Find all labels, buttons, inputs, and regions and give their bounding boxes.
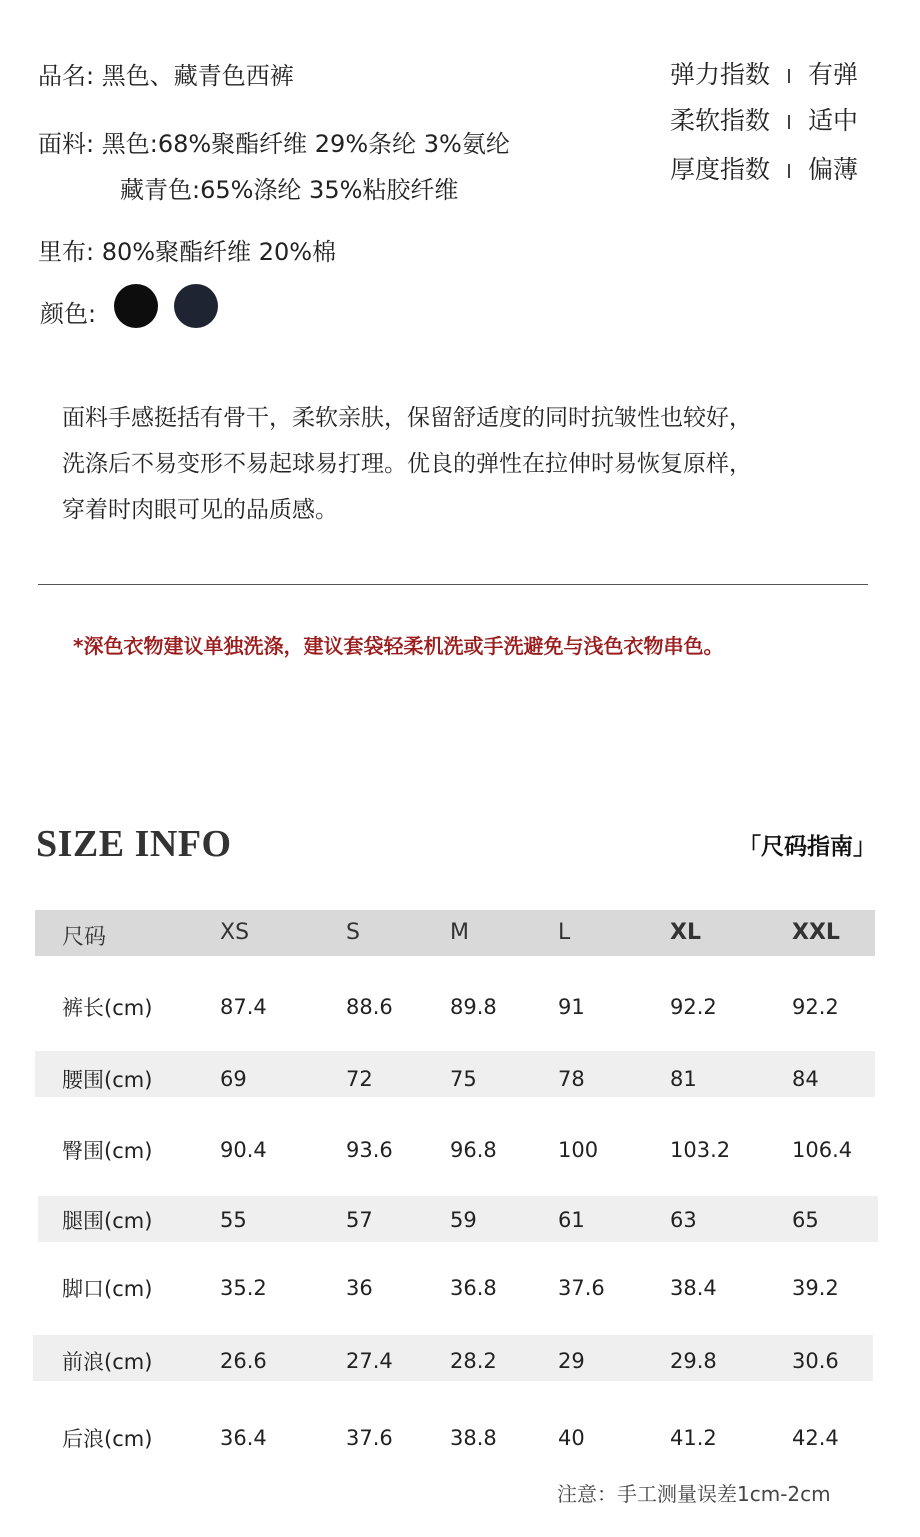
table-row-label: 前浪(cm) [62,1350,153,1374]
index-row-elasticity [670,55,858,91]
table-cell: 93.6 [346,1138,393,1162]
fabric-line-1: 黑色:68%聚酯纤维 29%条纶 3%氨纶 [101,130,510,158]
table-cell: 90.4 [220,1138,267,1162]
table-cell: 78 [558,1067,585,1091]
index-row-softness [670,101,858,137]
table-cell: 88.6 [346,995,393,1019]
fabric-label: 面料: [38,130,95,158]
table-cell: 65 [792,1208,819,1232]
table-cell: 69 [220,1067,247,1091]
index-separator [788,115,790,129]
table-header-cell: S [346,920,360,945]
table-cell: 40 [558,1426,585,1450]
table-cell: 38.4 [670,1276,717,1300]
fabric-row [38,124,510,159]
index-value: 偏薄 [808,155,859,184]
index-separator [788,164,790,178]
table-cell: 37.6 [558,1276,605,1300]
table-cell: 72 [346,1067,373,1091]
table-cell: 38.8 [450,1426,497,1450]
index-separator [788,69,790,83]
table-cell: 59 [450,1208,477,1232]
table-cell: 35.2 [220,1276,267,1300]
table-cell: 91 [558,995,585,1019]
product-name-value: 黑色、藏青色西裤 [101,62,294,90]
index-value: 有弹 [808,60,859,89]
index-label: 柔软指数 [670,106,771,135]
size-guide-label: 「尺码指南」 [738,834,876,860]
fabric-description [62,395,882,533]
table-cell: 29.8 [670,1349,717,1373]
table-cell: 81 [670,1067,697,1091]
table-cell: 28.2 [450,1349,497,1373]
table-cell: 41.2 [670,1426,717,1450]
table-header-cell: M [450,920,469,945]
lining-row [38,232,336,267]
table-cell: 84 [792,1067,819,1091]
table-header-size: 尺码 [62,925,107,950]
lining-label: 里布: [38,238,95,266]
table-cell: 26.6 [220,1349,267,1373]
table-cell: 103.2 [670,1138,731,1162]
table-cell: 36 [346,1276,373,1300]
table-cell: 37.6 [346,1426,393,1450]
table-row-label: 腰围(cm) [62,1068,153,1092]
table-header-cell: XS [220,920,250,945]
table-cell: 55 [220,1208,247,1232]
table-cell: 61 [558,1208,585,1232]
color-swatch-navy [174,284,218,328]
index-row-thickness [670,150,858,186]
table-cell: 27.4 [346,1349,393,1373]
index-label: 厚度指数 [670,155,771,184]
index-label: 弹力指数 [670,60,771,89]
table-header-cell: XXL [792,920,840,945]
table-cell: 89.8 [450,995,497,1019]
description-line: 洗涤后不易变形不易起球易打理。优良的弹性在拉伸时易恢复原样， [62,451,752,477]
table-cell: 36.8 [450,1276,497,1300]
table-header-cell: XL [670,920,701,945]
section-divider [38,584,868,585]
table-row-label: 腿围(cm) [62,1209,153,1233]
product-name-label: 品名: [38,62,95,90]
table-cell: 87.4 [220,995,267,1019]
table-cell: 57 [346,1208,373,1232]
table-header-cell: L [558,920,571,945]
table-cell: 39.2 [792,1276,839,1300]
table-row-label: 裤长(cm) [62,996,153,1020]
description-line: 穿着时肉眼可见的品质感。 [62,497,338,523]
color-label: 颜色: [40,300,97,328]
product-name-row [38,56,294,91]
table-cell: 96.8 [450,1138,497,1162]
lining-value: 80%聚酯纤维 20%棉 [101,238,337,266]
table-cell: 75 [450,1067,477,1091]
size-info-title: SIZE INFO [36,823,232,865]
table-row-label: 后浪(cm) [62,1427,153,1451]
description-line: 面料手感挺括有骨干，柔软亲肤，保留舒适度的同时抗皱性也较好， [62,405,752,431]
table-cell: 36.4 [220,1426,267,1450]
table-cell: 92.2 [792,995,839,1019]
table-cell: 63 [670,1208,697,1232]
table-cell: 100 [558,1138,599,1162]
care-warning: *深色衣物建议单独洗涤，建议套袋轻柔机洗或手洗避免与浅色衣物串色。 [73,634,724,658]
measurement-note: 注意：手工测量误差1cm-2cm [557,1482,831,1506]
table-cell: 106.4 [792,1138,853,1162]
table-row-label: 臀围(cm) [62,1139,153,1163]
color-swatch-black [114,284,158,328]
table-cell: 29 [558,1349,585,1373]
fabric-line-2: 藏青色:65%涤纶 35%粘胶纤维 [120,176,459,204]
table-cell: 30.6 [792,1349,839,1373]
index-value: 适中 [808,106,859,135]
table-row-label: 脚口(cm) [62,1277,153,1301]
table-cell: 92.2 [670,995,717,1019]
table-cell: 42.4 [792,1426,839,1450]
